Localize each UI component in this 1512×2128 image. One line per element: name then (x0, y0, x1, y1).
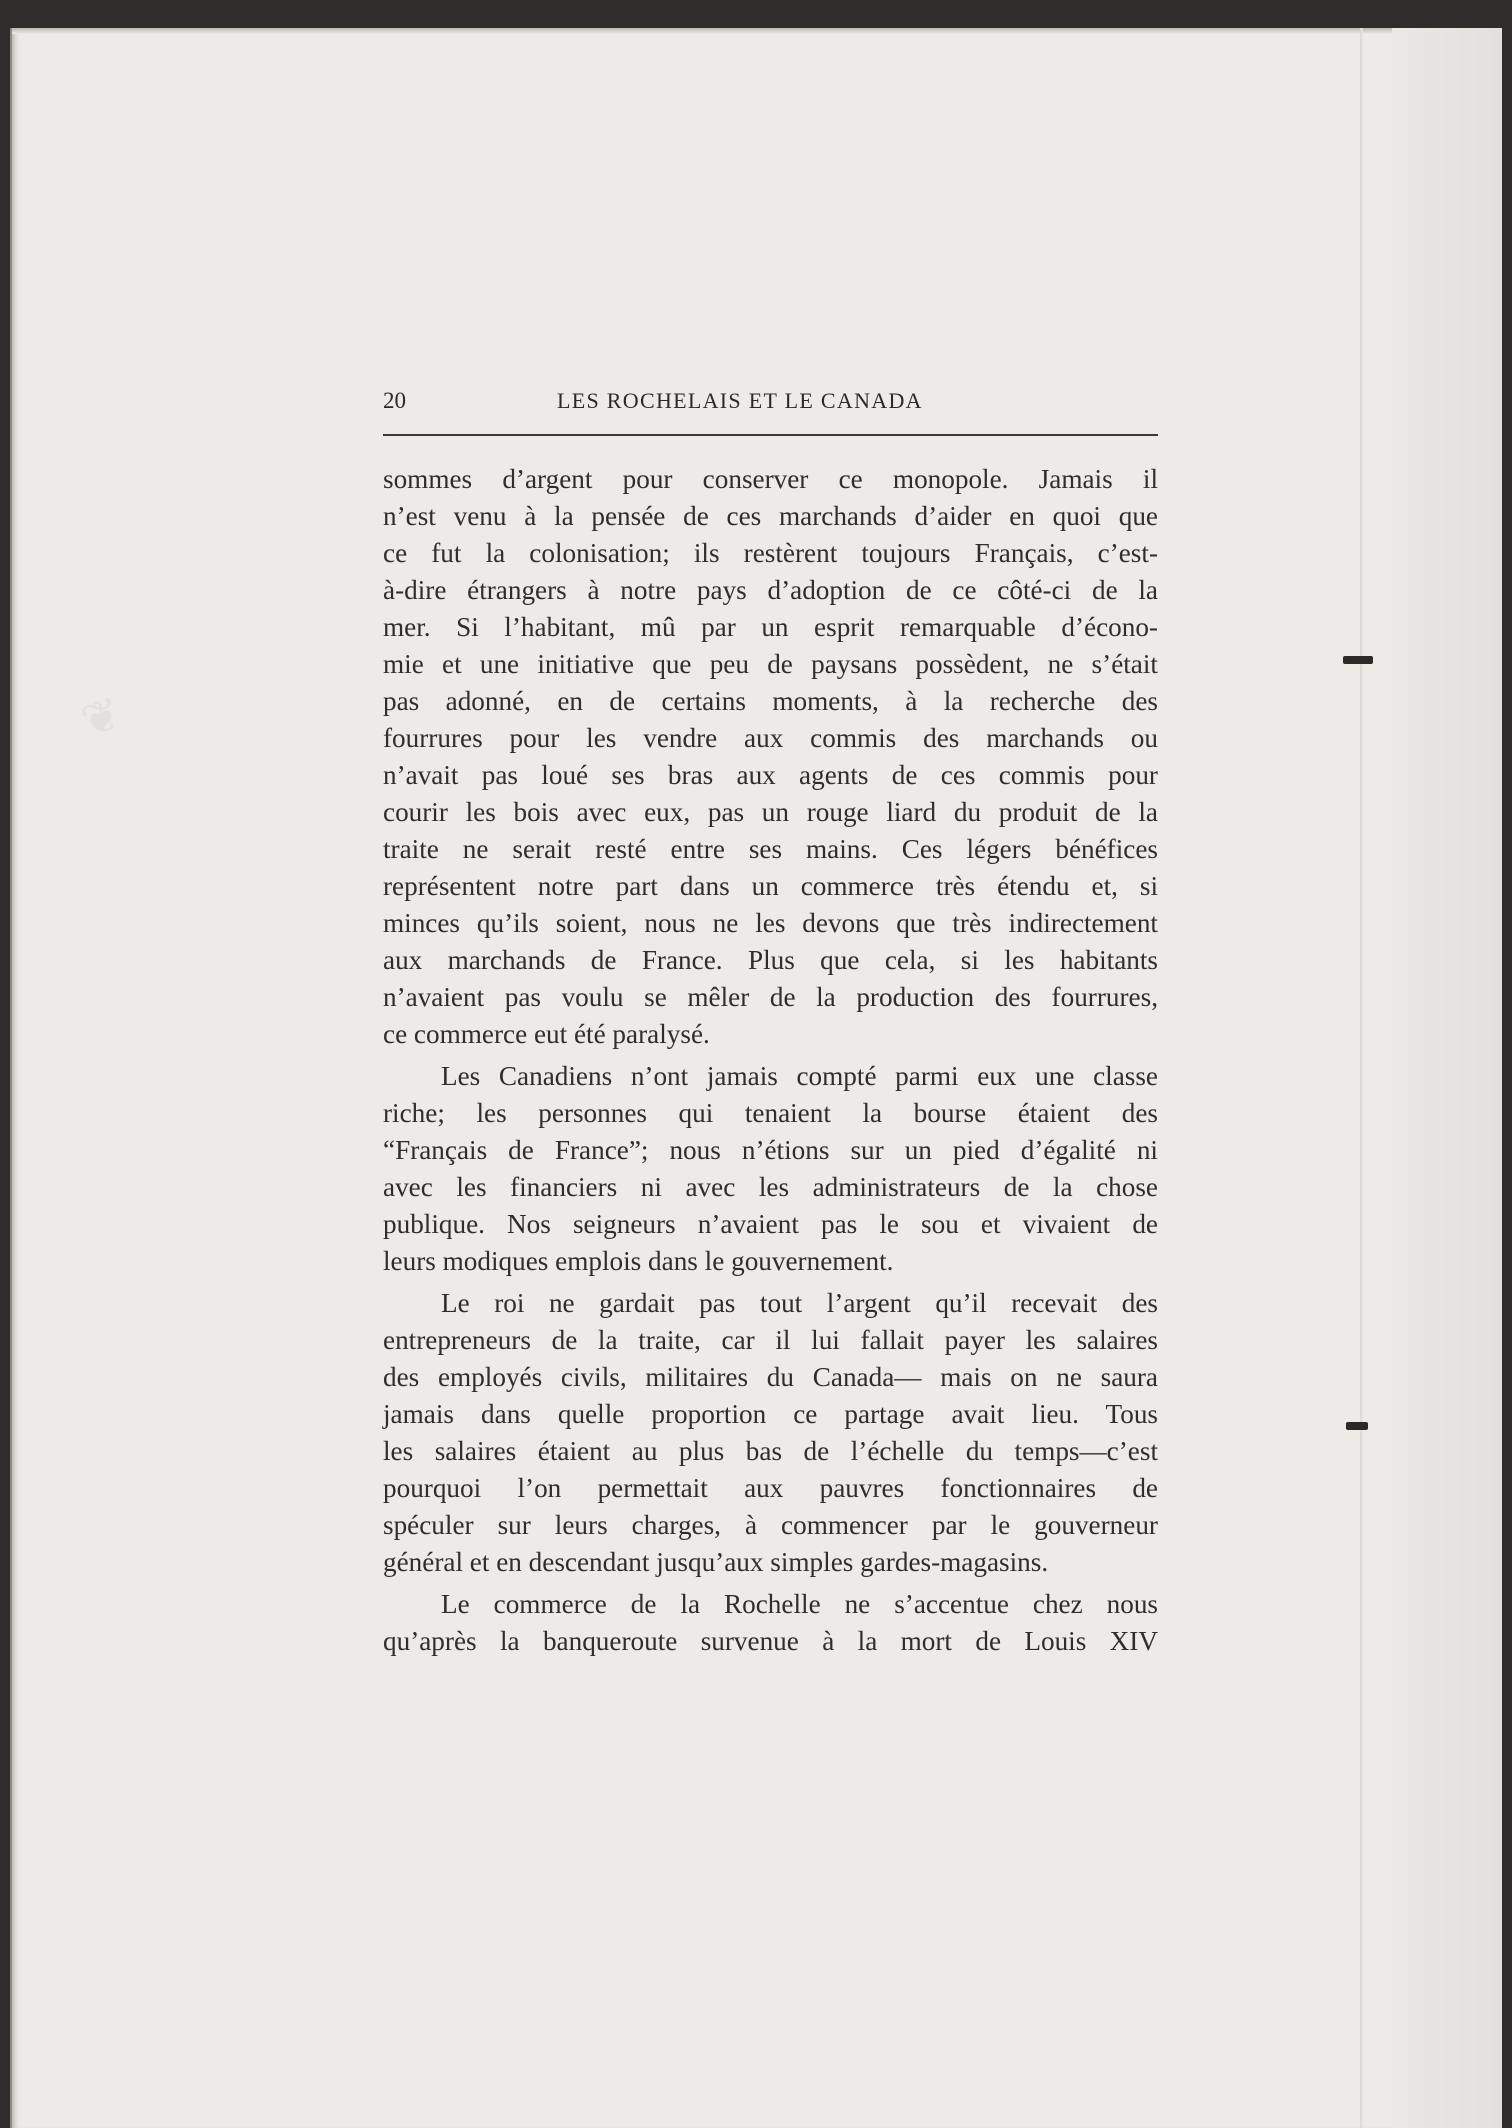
text-line: leurs modiques emplois dans le gouvernement. (383, 1246, 894, 1276)
paragraph (383, 1586, 1158, 1660)
text-line: ce commerce eut été paralysé. (383, 1019, 710, 1049)
text-line: n’est venu à la pensée de ces marchands d’aider en quoi que (383, 501, 1158, 531)
text-line: entrepreneurs de la traite, car il lui fallait payer les salaires (383, 1325, 1158, 1355)
text-line: pourquoi l’on permettait aux pauvres fonctionnaires de (383, 1473, 1158, 1503)
text-line: n’avait pas loué ses bras aux agents de ces commis pour (383, 760, 1158, 790)
page-fold-line (1360, 28, 1363, 2128)
page-top-edge (12, 28, 1502, 34)
text-line: Le roi ne gardait pas tout l’argent qu’il recevait des (441, 1288, 1158, 1318)
right-margin (1392, 28, 1502, 2128)
text-line: courir les bois avec eux, pas un rouge liard du produit de la (383, 797, 1158, 827)
text-line: avec les financiers ni avec les administrateurs de la chose (383, 1172, 1158, 1202)
text-line: pas adonné, en de certains moments, à la recherche des (383, 686, 1158, 716)
pencil-annotation-mark: ❦ (74, 685, 128, 749)
text-line: n’avaient pas voulu se mêler de la production des fourrures, (383, 982, 1158, 1012)
text-line: minces qu’ils soient, nous ne les devons que très indirectement (383, 908, 1158, 938)
text-line: des employés civils, militaires du Canada— mais on ne saura (383, 1362, 1158, 1392)
text-line: ce fut la colonisation; ils restèrent toujours Français, c’est- (383, 538, 1158, 568)
text-line: fourrures pour les vendre aux commis des marchands ou (383, 723, 1158, 753)
text-line: mie et une initiative que peu de paysans possèdent, ne s’était (383, 649, 1158, 679)
paragraph (383, 1285, 1158, 1581)
text-line: “Français de France”; nous n’étions sur un pied d’égalité ni (383, 1135, 1158, 1165)
text-line: riche; les personnes qui tenaient la bourse étaient des (383, 1098, 1158, 1128)
text-line: traite ne serait resté entre ses mains. Ces légers bénéfices (383, 834, 1158, 864)
text-line: aux marchands de France. Plus que cela, si les habitants (383, 945, 1158, 975)
text-line: jamais dans quelle proportion ce partage avait lieu. Tous (383, 1399, 1158, 1429)
text-line: les salaires étaient au plus bas de l’échelle du temps—c’est (383, 1436, 1158, 1466)
text-line: représentent notre part dans un commerce très étendu et, si (383, 871, 1158, 901)
margin-ink-mark (1346, 1422, 1368, 1430)
body-text (383, 461, 1158, 1660)
text-line: général et en descendant jusqu’aux simples gardes-magasins. (383, 1547, 1049, 1577)
text-line: sommes d’argent pour conserver ce monopole. Jamais il (383, 464, 1158, 494)
text-line: publique. Nos seigneurs n’avaient pas le sou et vivaient de (383, 1209, 1158, 1239)
paragraph (383, 461, 1158, 1053)
page-number: 20 (383, 388, 406, 413)
text-line: mer. Si l’habitant, mû par un esprit remarquable d’écono- (383, 612, 1158, 642)
running-title: LES ROCHELAIS ET LE CANADA (557, 388, 923, 413)
paragraph (383, 1058, 1158, 1280)
text-line: spéculer sur leurs charges, à commencer par le gouverneur (383, 1510, 1158, 1540)
text-line: Le commerce de la Rochelle ne s’accentue chez nous (441, 1589, 1158, 1619)
running-header (383, 384, 1158, 436)
text-line: Les Canadiens n’ont jamais compté parmi eux une classe (441, 1061, 1158, 1091)
text-line: à-dire étrangers à notre pays d’adoption de ce côté-ci de la (383, 575, 1158, 605)
margin-ink-mark (1343, 656, 1373, 664)
text-line: qu’après la banqueroute survenue à la mort de Louis XIV (383, 1626, 1158, 1656)
